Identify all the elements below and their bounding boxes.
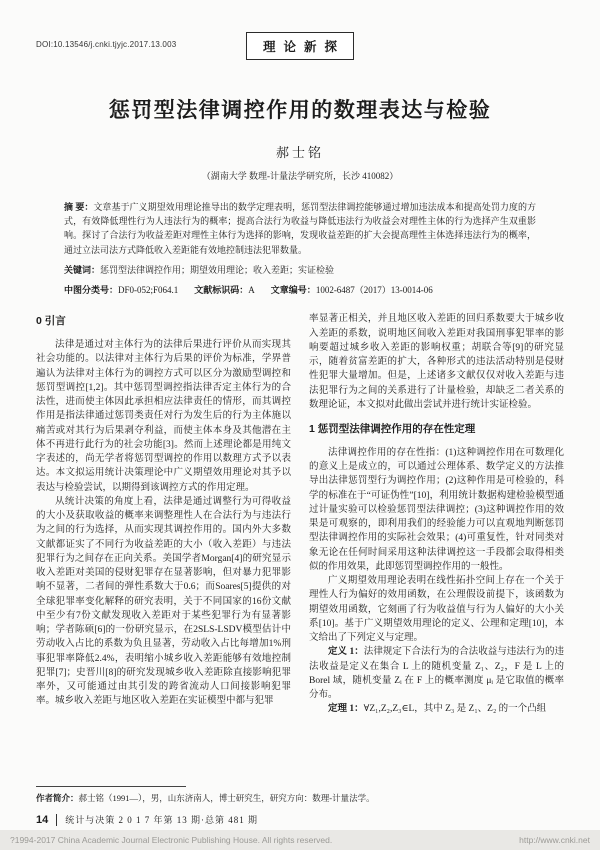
definition-1-label: 定义 1： (328, 647, 364, 658)
doc-code-label: 文献标识码： (194, 285, 249, 296)
classification-line (64, 283, 536, 296)
body-paragraph: 法律调控作用的存在性指：(1)这种调控作用在可数理化的意义上是成立的，可以通过公理体系、数学定义的方法推导出法律惩罚型行为调控作用；(2)这种作用是可检验的，科学的标准在于“可证伪性”[10]，利用统计数据构建检验模型通过计量实验可以检验惩罚型法律调控；(3)这种调控作用的效果是可观察的，即利用我们的经验能力可以直观地判断惩罚型法律调控作用的实际社会效果；(4)可重复性，针对同类对象无论在任何时间采用这种法律调控这一手段都会取得相类似的作用效果，此即惩罚型调控作用的一般性。 (309, 447, 564, 572)
body-columns (36, 312, 564, 760)
abstract-label: 摘 要： (64, 202, 94, 212)
article-id-label: 文章编号： (270, 285, 316, 296)
bio-divider (36, 786, 186, 787)
abstract-text: 文章基于广义期望效用理论推导出的数学定理表明，惩罚型法律调控能够通过增加违法成本和提高处罚力度的方式，有效降低理性行为人违法行为的概率；提高合法行为收益与降低违法行为收益会对理性主体的行为选择产生双重影响。探讨了合法行为收益差距对理性主体行为选择的影响，发现收益差距的扩大会提高理性主体选择违法行为的概率，通过立法司法方式降低收入差距能有效地控制违法犯罪数量。 (64, 202, 536, 255)
body-paragraph: 广义期望效用理论表明在线性拓扑空间上存在一个关于理性人行为偏好的效用函数，在公理假设前提下，该函数为期望效用函数，它刻画了行为收益值与行为人偏好的大小关系[10]。基于广义期望效用理论的定义、公理和定理[10]，本文给出了下列定义与定理。 (309, 576, 564, 644)
journal-footer: 统计与决策 2 0 1 7 年第 13 期·总第 481 期 (65, 815, 258, 825)
body-paragraph: 从统计决策的角度上看，法律是通过调整行为可得收益的大小及获取收益的概率来调整理性人在合法行为与违法行为之间的行为选择，从而实现其调控作用的。国内外大多数文献都证实了不同行为收益差距的大小（收入差距）与违法犯罪行为之间存在正向关系。美国学者Morgan[4]的研究显示收入差距对美国的侵财犯罪存在显著影响，但对暴力犯罪影响不显著，二者间的弹性系数大于0.6；而Soares[5]提供的对全球犯罪率变化解释的研究表明，关于不同国家的16份文献中至少有7份文献发现收入差距对于某些犯罪行为有显著影响；学者陈硕[6]的一份研究显示，在2SLS-LSDV模型估计中劳动收入占比的系数为负且显著，劳动收入占比每增加1%刑事犯罪率降低2.4%，表明缩小城乡收入差距能够有效地控制犯罪[7]；史晋川[8]的研究发现城乡收入差距除直接影响犯罪率外，又可能通过由其引发的跨省流动人口间接影响犯罪率。城乡收入差距与地区收入差距在实证模型中都与犯罪 (36, 496, 291, 707)
doc-code-value: A (248, 285, 255, 296)
body-paragraph: 法律是通过对主体行为的法律后果进行评价从而实现其社会功能的。以法律对主体行为后果的评价为标准，学界普遍认为法律对主体行为的调控方式可以区分为激励型调控和惩罚型调控[1,2]。其中惩罚型调控指法律否定主体行为的合法性，进而使主体因此承担相应法律责任的情形，而其调控作用是指法律通过惩罚类责任对行为发生后的行为主体施以痛苦或对其行为后果剥夺利益，而使主体本身及其他潜在主体不再进行此行为的社会功能[3]。然而上述理论都是用纯文字表述的，尚无学者将惩罚型调控的作用以数理方式予以表达。本文拟运用统计决策理论中广义期望效用理论对其予以表达与检验尝试，以期得到该调控方式的作用定理。 (36, 340, 291, 493)
author-name: 郝士铭 (275, 145, 324, 160)
keywords-text: 惩罚型法律调控作用；期望效用理论；收入差距；实证检验 (100, 264, 335, 275)
cnki-link: http://www.cnki.net (519, 835, 590, 845)
keywords-label: 关键词： (64, 264, 101, 275)
clc-item (64, 283, 178, 296)
article-id-value: 1002-6487（2017）13-0014-06 (315, 285, 433, 296)
theorem-1 (309, 702, 564, 716)
copyright-text: ?1994-2017 China Academic Journal Electronic Publishing House. All rights reserved. (10, 835, 333, 845)
keywords-line (64, 264, 536, 278)
theorem-1-label: 定理 1： (328, 704, 364, 715)
page-top-row (36, 32, 564, 68)
intro-heading: 0 引言 (36, 315, 66, 328)
article-id-item (271, 283, 433, 296)
definition-1 (309, 645, 564, 702)
page-footer (36, 813, 258, 826)
author-bio (36, 786, 564, 804)
clc-value: DF0-052;F064.1 (118, 285, 179, 296)
theorem-1-text: ∀Z₁,Z₂,Z₃∈L，其中 Z₃ 是 Z₁、Z₂ 的一个凸组 (363, 704, 547, 715)
doc-code-item (194, 283, 255, 296)
doi-text: DOI:10.13546/j.cnki.tjyjc.2017.13.003 (36, 40, 177, 49)
abstract-block (64, 200, 536, 257)
section-badge: 理论新探 (246, 32, 354, 60)
bio-label: 作者简介： (36, 793, 79, 803)
body-paragraph-continued: 率显著正相关，并且地区收入差距的回归系数要大于城乡收入差距的系数，说明地区间收入差距对我国刑事犯罪率的影响要超过城乡收入差距的影响权重；胡联合等[9]的研究显示，随着贫富差距的扩大，各种形式的违法活动特别是侵财性犯罪大量增加。但是，上述诸多文献仅仅对收入差距与违法犯罪行为之间的关系进行了计量检验，却缺乏二者关系的数理论证，本文拟对此做出尝试并进行统计实证检验。 (309, 314, 564, 410)
bio-text: 郝士铭（1991—），男，山东济南人，博士研究生，研究方向：数理-计量法学。 (78, 793, 375, 803)
section1-heading: 1 惩罚型法律调控作用的存在性定理 (309, 423, 476, 436)
right-column (309, 312, 564, 760)
left-column (36, 312, 291, 760)
page-footer-divider (56, 814, 57, 826)
copyright-bar (0, 830, 600, 850)
paper-title: 惩罚型法律调控作用的数理表达与检验 (108, 98, 492, 122)
page-number: 14 (36, 813, 49, 826)
definition-1-text: 法律规定下合法行为的合法收益与违法行为的违法收益是定义在集合 L 上的随机变量 Z₁、Z₂，F 是 L 上的 Borel 域，随机变量 Zᵢ 在 F 上的概率测度 μᵢ 是它取值的概率分布。 (309, 647, 564, 701)
affiliation: （湖南大学 数理-计量法学研究所，长沙 410082） (201, 171, 399, 181)
clc-label: 中图分类号： (64, 285, 119, 296)
